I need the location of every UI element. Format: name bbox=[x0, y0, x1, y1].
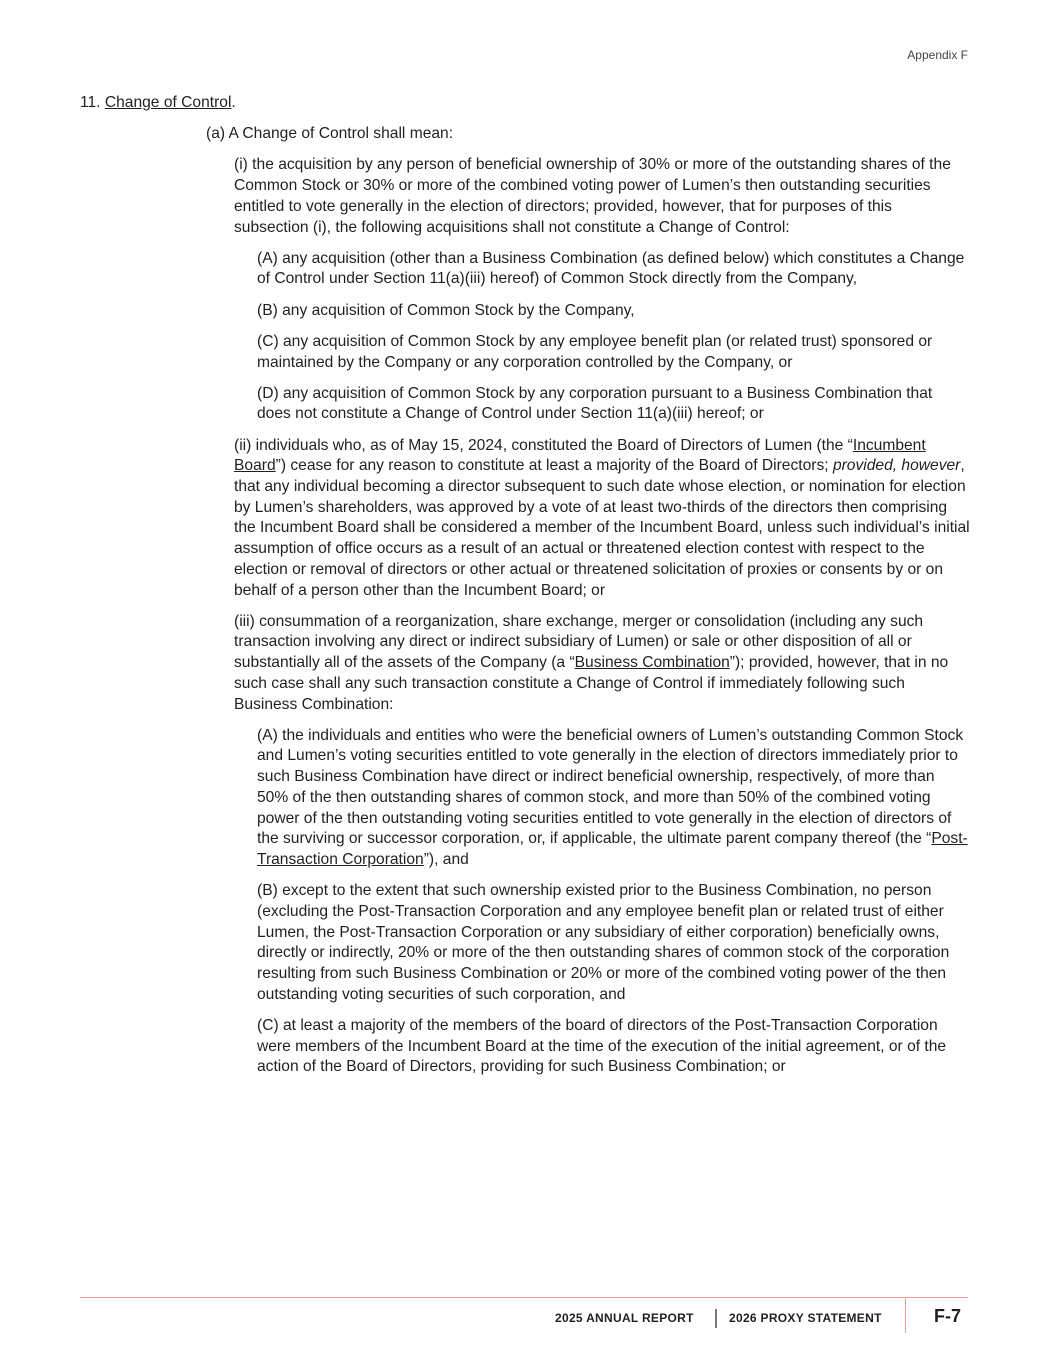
text-segment: (D) any acquisition of Common Stock by any corporation pursuant to a Business Combination that does not constitute a Change of Control under Section 11(a)(iii) hereof; or bbox=[257, 384, 933, 423]
paragraph bbox=[234, 612, 970, 716]
text-segment: ”), and bbox=[423, 851, 469, 868]
page-number: F-7 bbox=[934, 1306, 961, 1326]
text-segment: . bbox=[231, 94, 236, 111]
text-segment: ”); provided, however, that in no such case shall any such transaction constitute a Change of Control if immediately following such Business Combination: bbox=[234, 654, 949, 713]
text-segment: (C) any acquisition of Common Stock by any employee benefit plan (or related trust) sponsored or maintained by the Company or any corporation controlled by the Company, or bbox=[257, 332, 933, 371]
document-body bbox=[80, 93, 970, 1089]
paragraph bbox=[206, 124, 970, 145]
text-segment: 11. bbox=[80, 94, 105, 111]
footer-proxy-statement: 2026 PROXY STATEMENT bbox=[729, 1311, 882, 1325]
defined-term: Post-Transaction Corporation bbox=[257, 830, 968, 868]
footer-annual-report: 2025 ANNUAL REPORT bbox=[555, 1311, 694, 1325]
text-segment: , that any individual becoming a director subsequent to such date whose election, or nomination for election by Lumen’s shareholders, was approved by a vote of at least two-thirds of the directors then comprising the Incumbent Board shall be considered a member of the Incumbent Board, unless such individual’s initial assumption of office occurs as a result of an actual or threatened election contest with respect to the election or removal of directors or other actual or threatened solicitation of proxies or consents by or on behalf of a person other than the Incumbent Board; or bbox=[234, 457, 970, 599]
footer-divider bbox=[80, 1297, 968, 1298]
text-segment: (iii) consummation of a reorganization, share exchange, merger or consolidation (including any such transaction involving any direct or indirect subsidiary of Lumen) or sale or other disposition of all or substantially all of the assets of the Company (a “ bbox=[234, 612, 924, 672]
paragraph bbox=[234, 436, 970, 602]
paragraph bbox=[257, 726, 970, 871]
defined-term: Change of Control bbox=[104, 94, 232, 111]
paragraph bbox=[234, 155, 970, 238]
defined-term: Business Combination bbox=[574, 654, 730, 672]
paragraph bbox=[80, 93, 970, 114]
text-segment: (i) the acquisition by any person of beneficial ownership of 30% or more of the outstanding shares of the Common Stock or 30% or more of the combined voting power of Lumen’s then outstanding securities entitled to vote generally in the election of directors; provided, however, that for purposes of this subsection (i), the following acquisitions shall not constitute a Change of Control: bbox=[234, 156, 951, 236]
paragraph bbox=[257, 384, 970, 425]
footer-separator bbox=[715, 1309, 717, 1328]
text-segment: (a) A Change of Control shall mean: bbox=[206, 125, 454, 143]
page-header-label: Appendix F bbox=[907, 48, 968, 62]
text-segment: (B) any acquisition of Common Stock by the Company, bbox=[257, 301, 635, 319]
paragraph bbox=[257, 301, 970, 322]
text-segment: (C) at least a majority of the members of the board of directors of the Post-Transaction Corporation were members of the Incumbent Board at the time of the execution of the initial agreement, or of the action of the Board of Directors, providing for such Business Combination; or bbox=[257, 1016, 947, 1076]
paragraph bbox=[257, 332, 970, 373]
paragraph bbox=[257, 881, 970, 1005]
italic-text: provided, however bbox=[832, 457, 961, 475]
text-segment: (B) except to the extent that such ownership existed prior to the Business Combination, no person (excluding the Post-Transaction Corporation and any employee benefit plan or related trust of either Lumen, the Post-Transaction Corporation or any subsidiary of either corporation) beneficially owns, directly or indirectly, 20% or more of the then outstanding shares of common stock of the corporation resulting from such Business Combination or 20% or more of the combined voting power of the then outstanding voting securities of such corporation, and bbox=[257, 882, 950, 1003]
paragraph bbox=[257, 249, 970, 290]
text-segment: (ii) individuals who, as of May 15, 2024, constituted the Board of Directors of Lumen (the “ bbox=[234, 436, 853, 454]
defined-term: Incumbent Board bbox=[234, 436, 926, 475]
footer-vertical-divider bbox=[905, 1297, 906, 1333]
text-segment: (A) any acquisition (other than a Business Combination (as defined below) which constitutes a Change of Control under Section 11(a)(iii) hereof) of Common Stock directly from the Company, bbox=[257, 249, 965, 288]
paragraph bbox=[257, 1016, 970, 1078]
text-segment: ”) cease for any reason to constitute at least a majority of the Board of Directors; bbox=[275, 457, 833, 475]
text-segment: (A) the individuals and entities who were the beneficial owners of Lumen’s outstanding Common Stock and Lumen’s voting securities entitled to vote generally in the election of directors immediately prior to such Business Combination have direct or indirect beneficial ownership, respectively, of more than 50% of the then outstanding shares of common stock, and more than 50% of the combined voting power of the then outstanding voting securities entitled to vote generally in the election of directors of the surviving or successor corporation, or, if applicable, the ultimate parent company thereof (the “ bbox=[257, 726, 964, 848]
